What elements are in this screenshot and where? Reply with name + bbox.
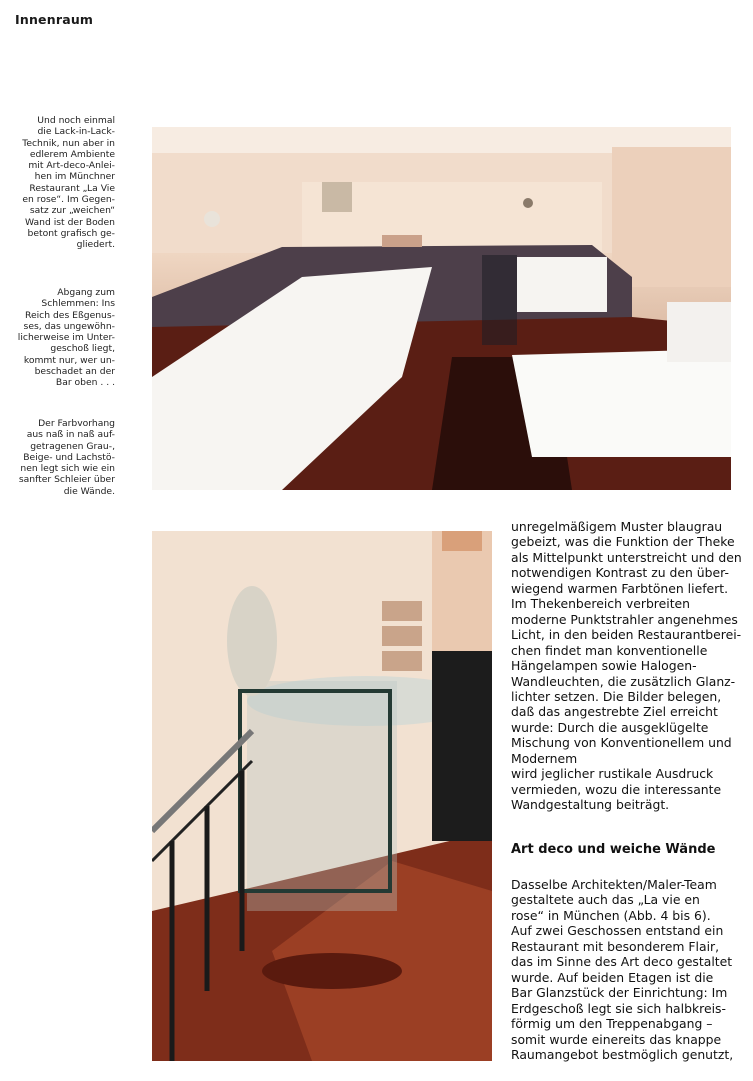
photo-caption-1: Und noch einmal die Lack-in-Lack- Technik, nun aber in edlerem Ambiente mit Art-deco-Anlei- hen im Münchner Restaurant „La Vie en rose“. Im Gegen- satz zur „weichen“ Wand ist der Boden betont grafisch ge- gliedert. (22, 115, 115, 251)
photo-caption-3: Der Farbvorhang aus naß in naß auf- getragenen Grau-, Beige- und Lachstö- nen legt sich wie ein sanfter Schleier über die Wände. (18, 418, 115, 497)
photo-caption-2: Abgang zum Schlemmen: Ins Reich des Eßgenus- ses, das ungewöhn- licherweise im Unter- geschoß liegt, kommt nur, wer un- beschadet an der Bar oben . . . (17, 287, 115, 389)
article-paragraph-2: Dasselbe Architekten/Maler-Team gestaltete auch das „La vie en rose“ in München (Abb. 4 bis 6). Auf zwei Geschossen entstand ein Restaurant mit besonderem Flair, das im Sinne des Art deco gestaltet wurde. Auf beiden Etagen ist die Bar Glanzstück der Einrichtung: Im Erdgeschoß legt sie sich halbkreis- förmig um den Treppenabgang – somit wurde einereits das knappe Raumangebot bestmöglich genutzt, (511, 877, 734, 1062)
article-paragraph-1: unregelmäßigem Muster blaugrau gebeizt, was die Funktion der Theke als Mittelpunkt unterstreicht und den notwendigen Kontrast zu den über- wiegend warmen Farbtönen liefert. Im Thekenbereich verbreiten moderne Punktstrahler angenehmes Licht, in den beiden Restaurantberei- chen findet man konventionelle Hängelampen sowie Halogen- Wandleuchten, die zusätzlich Glanz- lichter setzen. Die Bilder belegen, daß das angestrebte Ziel erreicht wurde: Durch die ausgeklügelte Mischung von Konventionellem und Modernem wird jeglicher rustikale Ausdruck vermieden, wozu die interessante Wandgestaltung beiträgt. (511, 519, 742, 813)
bar-staircase-photo (152, 531, 492, 1061)
dining-room-illustration (152, 127, 731, 490)
section-title: Innenraum (15, 12, 94, 27)
bar-illustration (152, 531, 492, 1061)
article-subheading: Art deco und weiche Wände (511, 842, 716, 857)
restaurant-dining-room-photo (152, 127, 731, 490)
